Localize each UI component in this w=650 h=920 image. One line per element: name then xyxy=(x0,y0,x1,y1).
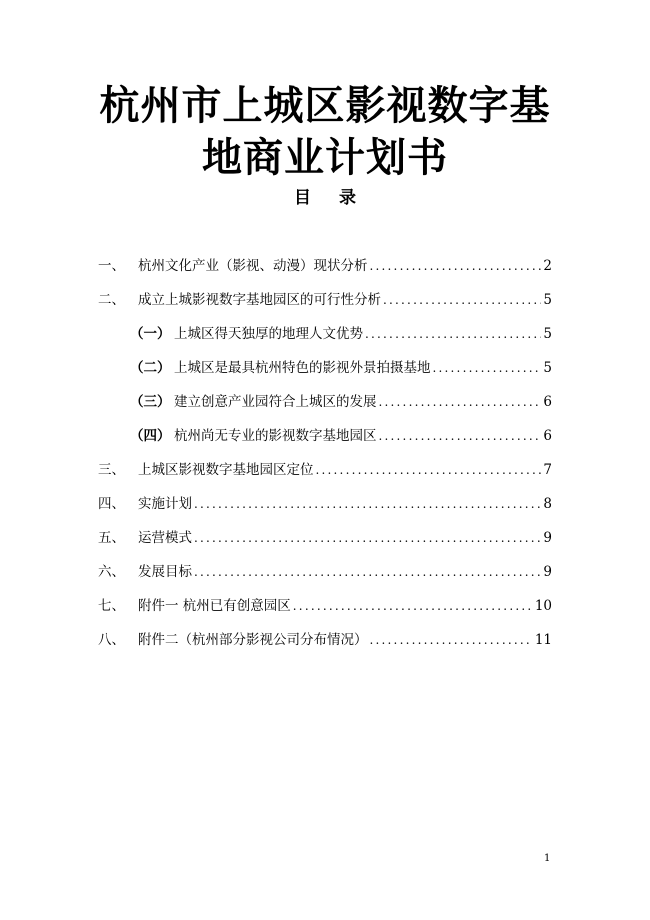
toc-leader-dots xyxy=(370,254,542,278)
toc-leader-dots xyxy=(316,458,542,482)
toc-entry-number: 二、 xyxy=(98,292,125,308)
toc-heading xyxy=(0,186,650,210)
toc-entry-page: 6 xyxy=(543,394,552,410)
toc-entry[interactable] xyxy=(98,594,552,618)
document-title-line-1: 杭州市上城区影视数字基 xyxy=(99,83,551,129)
toc-subentry[interactable] xyxy=(130,390,552,414)
toc-entry-label: 发展目标 xyxy=(138,564,192,580)
toc-leader-dots xyxy=(370,628,533,652)
toc-entry[interactable] xyxy=(98,526,552,550)
toc-entry-page: 2 xyxy=(543,258,552,274)
toc-entry-label: 建立创意产业园符合上城区的发展 xyxy=(174,394,377,410)
toc-entry-number: 五、 xyxy=(98,530,125,546)
toc-subentry[interactable] xyxy=(130,322,552,346)
toc-heading-char-2: 录 xyxy=(339,188,356,208)
toc-subentry[interactable] xyxy=(130,424,552,448)
toc-entry-page: 5 xyxy=(543,360,552,376)
toc-entry[interactable] xyxy=(98,628,552,652)
toc-entry-label: 上城区得天独厚的地理人文优势 xyxy=(174,326,363,342)
toc-entry-page: 6 xyxy=(543,428,552,444)
toc-entry-page: 10 xyxy=(534,598,552,614)
toc-entry[interactable] xyxy=(98,458,552,482)
toc-leader-dots xyxy=(293,594,533,618)
toc-leader-dots xyxy=(383,288,541,312)
toc-entry-page: 9 xyxy=(543,530,552,546)
toc-entry-page: 9 xyxy=(543,564,552,580)
toc-heading-char-1: 目 xyxy=(294,188,311,208)
toc-entry-label: 杭州文化产业（影视、动漫）现状分析 xyxy=(138,258,368,274)
toc-entry-label: 附件一 杭州已有创意园区 xyxy=(138,598,291,614)
toc-entry-label: 成立上城影视数字基地园区的可行性分析 xyxy=(138,292,381,308)
toc-entry-number: 四、 xyxy=(98,496,125,512)
toc-entry-page: 5 xyxy=(543,326,552,342)
toc-entry-label: 附件二（杭州部分影视公司分布情况） xyxy=(138,632,368,648)
toc-leader-dots xyxy=(194,492,541,516)
toc-entry-number: 六、 xyxy=(98,564,125,580)
toc-entry[interactable] xyxy=(98,560,552,584)
toc-entry-number: 一、 xyxy=(98,258,125,274)
toc-entry-page: 8 xyxy=(543,496,552,512)
toc-leader-dots xyxy=(194,526,541,550)
toc-leader-dots xyxy=(365,322,541,346)
toc-entry-page: 11 xyxy=(534,632,552,648)
toc-leader-dots xyxy=(433,356,542,380)
toc-entry-number: （二） xyxy=(130,360,171,376)
toc-entry[interactable] xyxy=(98,492,552,516)
toc-entry-number: 八、 xyxy=(98,632,125,648)
toc-entry-label: 上城区影视数字基地园区定位 xyxy=(138,462,314,478)
toc-entry-number: 七、 xyxy=(98,598,125,614)
toc-leader-dots xyxy=(194,560,541,584)
toc-subentry[interactable] xyxy=(130,356,552,380)
toc-entry-label: 上城区是最具杭州特色的影视外景拍摄基地 xyxy=(174,360,431,376)
footer-page-number: 1 xyxy=(544,853,551,864)
toc-entry-number: （一） xyxy=(130,326,171,342)
toc-entry-page: 5 xyxy=(543,292,552,308)
toc-entry-number: （四） xyxy=(130,428,171,444)
toc-entry-page: 7 xyxy=(543,462,552,478)
toc-entry-label: 运营模式 xyxy=(138,530,192,546)
toc-entry[interactable] xyxy=(98,254,552,278)
toc-entry-label: 杭州尚无专业的影视数字基地园区 xyxy=(174,428,377,444)
toc-entry[interactable] xyxy=(98,288,552,312)
toc-entry-number: 三、 xyxy=(98,462,125,478)
toc-entry-number: （三） xyxy=(130,394,171,410)
toc-leader-dots xyxy=(379,424,542,448)
toc-entry-label: 实施计划 xyxy=(138,496,192,512)
document-title-line-2: 地商业计划书 xyxy=(202,135,448,181)
toc-leader-dots xyxy=(379,390,542,414)
